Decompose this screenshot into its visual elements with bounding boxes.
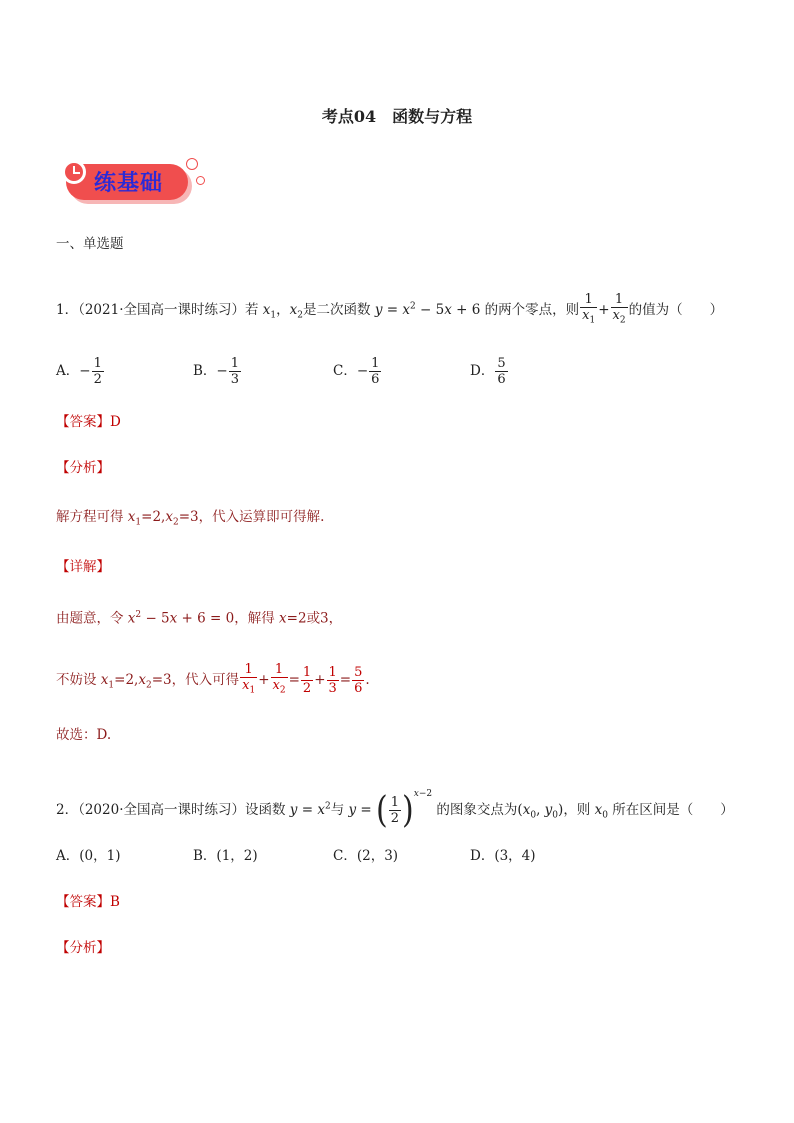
q1-detail-label: 【详解】 (56, 559, 110, 575)
ring-icon (186, 158, 198, 170)
ring-small-icon (196, 176, 205, 185)
q1-answer: 【答案】D (56, 414, 121, 430)
section-badge (60, 154, 210, 210)
q1-detail-line-1: 由题意，令 $x^2 - 5x + 6 = 0$，解得 x=2或3， (56, 610, 343, 627)
question-2-stem: 2．（2020·全国高一课时练习）设函数 $y = x^2$与 y = ( $\frac{1}{2}$ )$^{x-2}$ 的图象交点为($x_0$, $y_0$)，则 $x_0$ 所在区间是（ ） (56, 788, 734, 831)
q2-option-d: D．(3，4) (470, 848, 536, 864)
fraction: $\frac{1}{x_1}$ (582, 292, 596, 326)
q2-option-c: C．(2，3) (333, 848, 399, 864)
q1-option-d: D． $\frac{5}{6}$ (470, 356, 506, 387)
q1-option-c: C．− $\frac{1}{6}$ (333, 356, 380, 387)
clock-icon (62, 160, 86, 184)
q2-option-a: A．(0，1) (56, 848, 121, 864)
q1-choose: 故选：D. (56, 727, 112, 743)
q1-analysis-text: 解方程可得 $x_1=2,x_2=3$，代入运算即可得解. (56, 509, 325, 528)
question-1-stem: 1．（2021·全国高一课时练习）若 $x_1$，$x_2$是二次函数 $y = x^2 - 5x + 6$ 的两个零点，则 $\frac{1}{x_1}$ + $\frac{1}{x_2}$ 的值为（ ） (56, 292, 723, 329)
badge-label: 练基础 (94, 171, 164, 196)
q1-option-b: B．− $\frac{1}{3}$ (193, 356, 240, 387)
fraction: $\frac{1}{x_2}$ (612, 292, 626, 326)
q2-analysis-label: 【分析】 (56, 940, 110, 956)
q2-answer: 【答案】B (56, 894, 120, 910)
q2-option-b: B．(1，2) (193, 848, 258, 864)
q1-option-a: A．− $\frac{1}{2}$ (56, 356, 102, 387)
q1-detail-line-2: 不妨设 $x_1=2,x_2=3$，代入可得 $\frac{1}{x_1}$ + $\frac{1}{x_2}$ = $\frac{1}{2}$ + $\frac{1}{3}$ = $\frac{5}{6}$ . (56, 662, 370, 696)
page-title: 考点04 函数与方程 (321, 107, 473, 126)
section-heading: 一、单选题 (56, 236, 124, 252)
q1-analysis-label: 【分析】 (56, 460, 110, 476)
